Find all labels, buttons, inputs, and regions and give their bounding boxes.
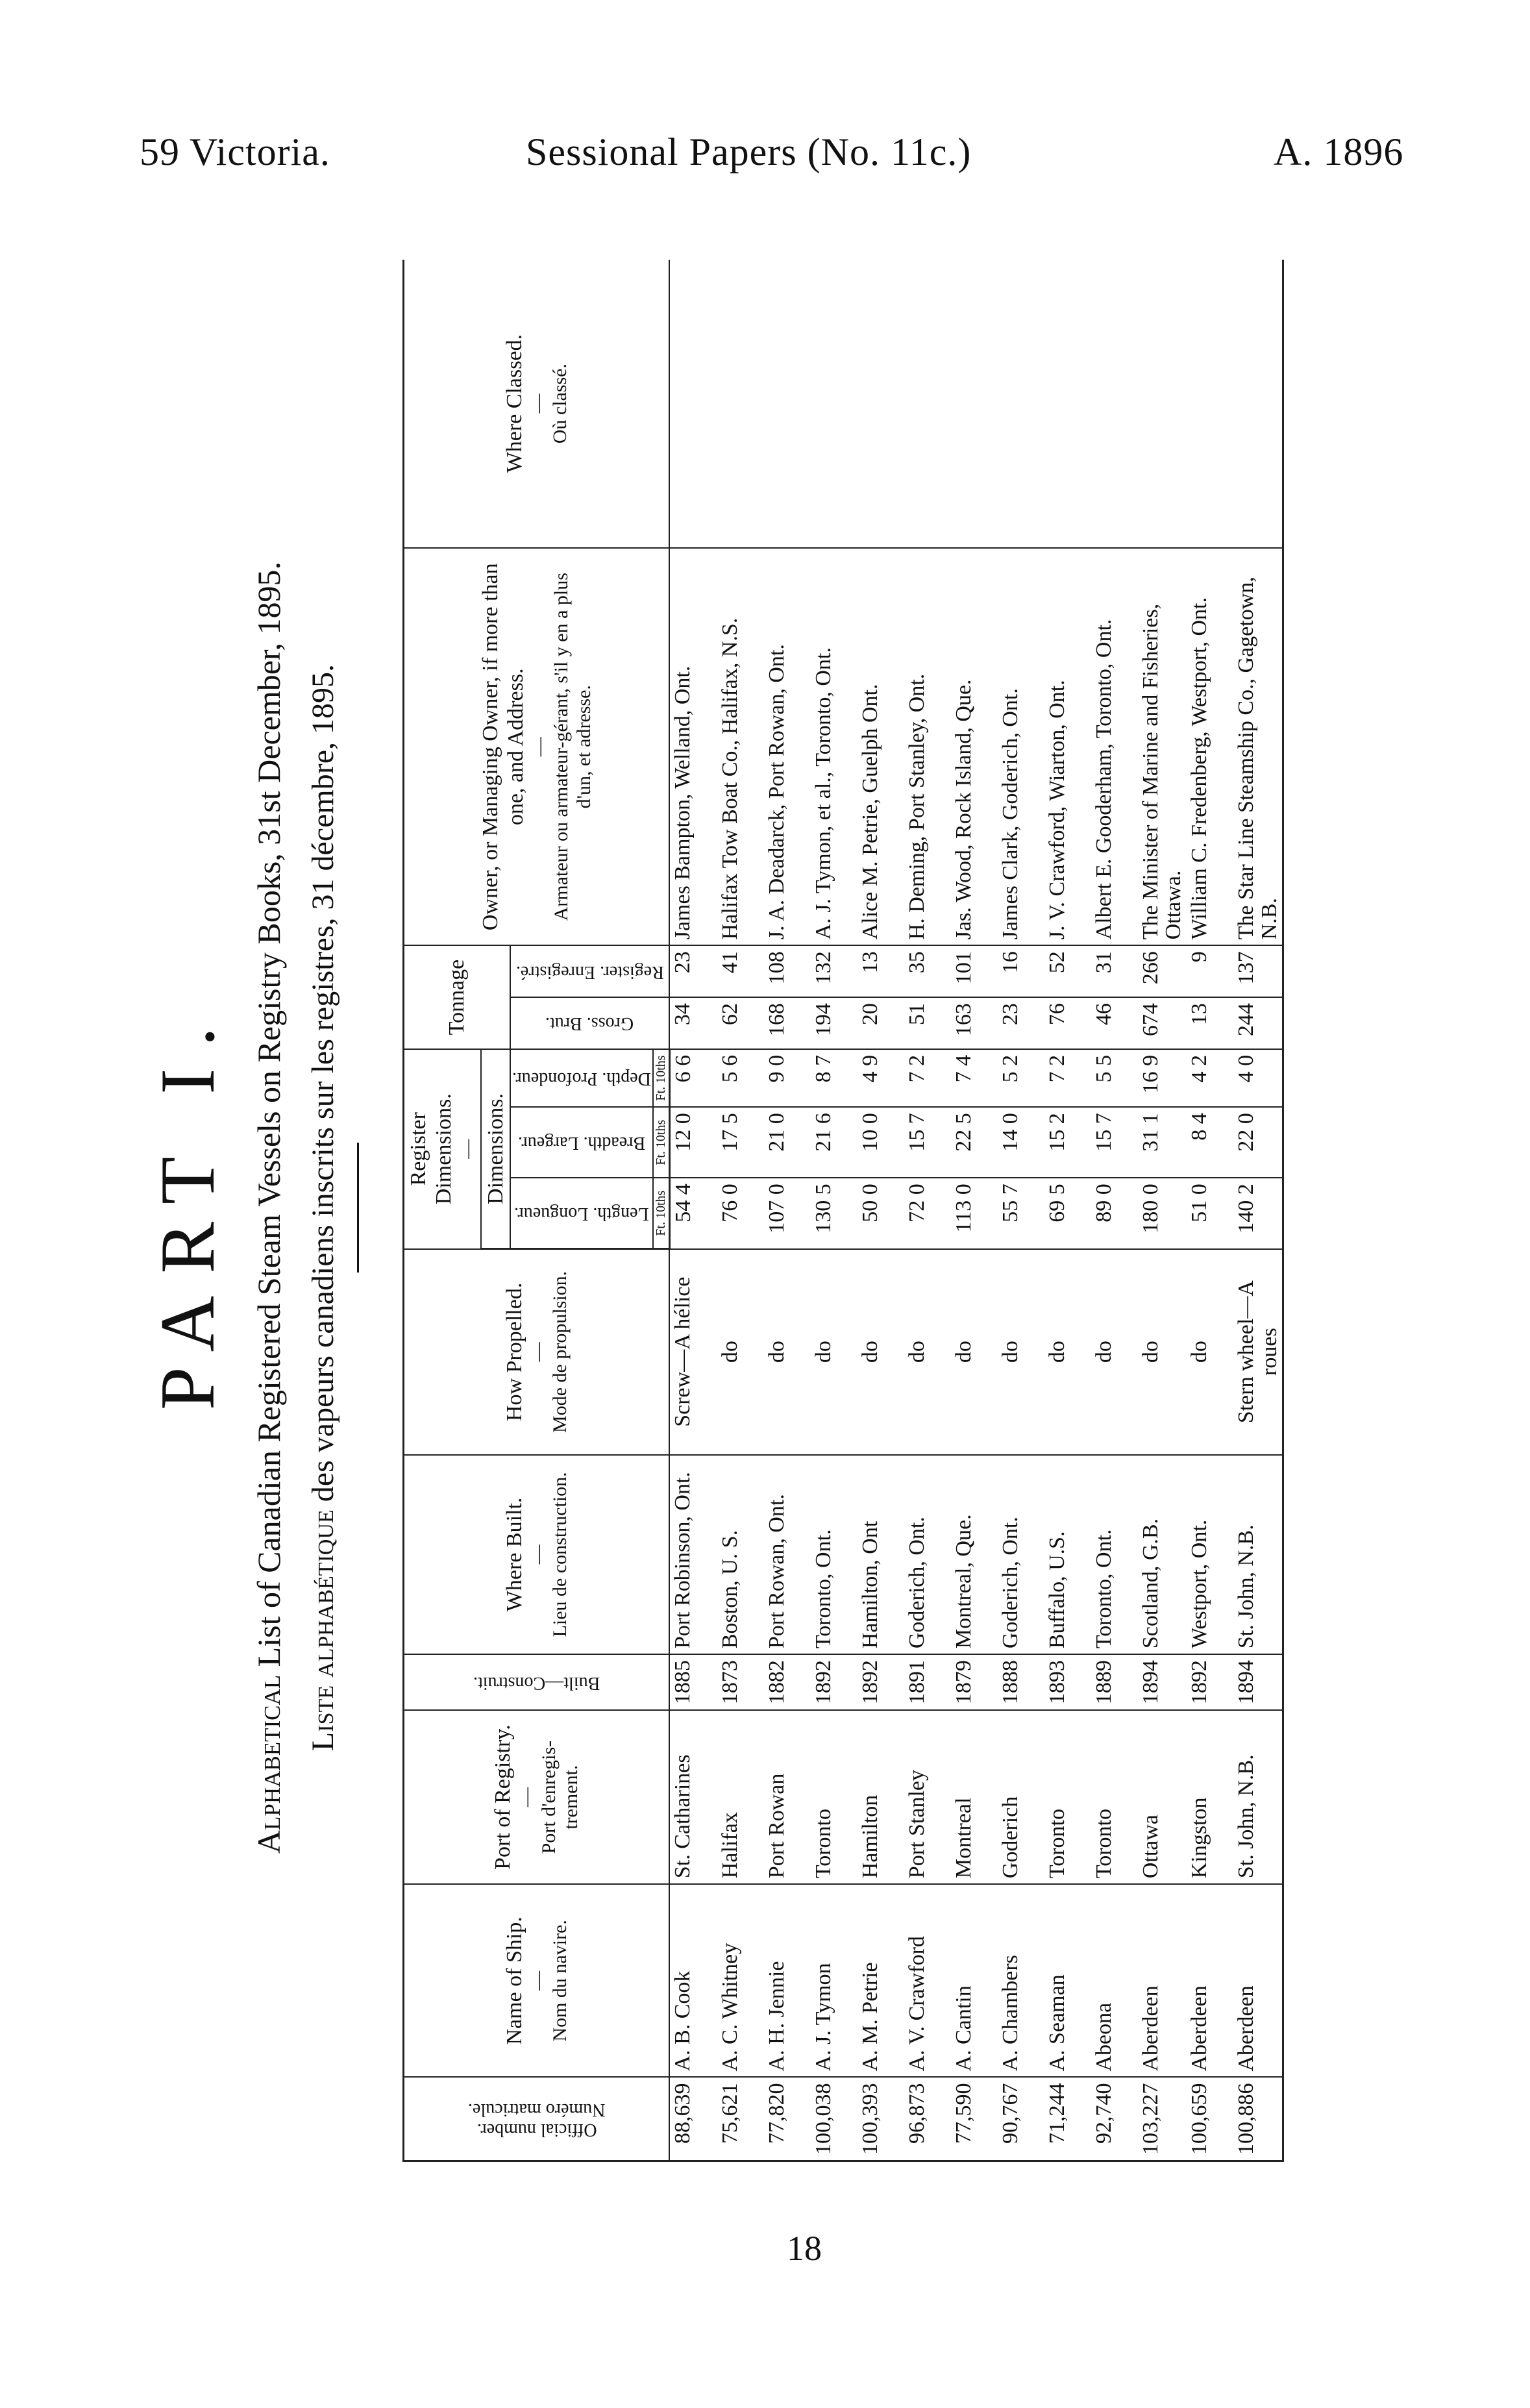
table-row	[717, 260, 764, 2161]
cell-propelled: do	[1187, 1249, 1233, 1455]
header-volume: 59 Victoria.	[140, 130, 330, 173]
cell-propelled: do	[904, 1249, 951, 1455]
cell-gross: 244	[1233, 997, 1283, 1049]
cell-propelled: do	[1138, 1249, 1187, 1455]
cell-where-classed	[998, 260, 1044, 548]
cell-name: Aberdeen	[1187, 1884, 1233, 2077]
cell-breadth: 15 7	[904, 1107, 951, 1178]
cell-port: Toronto	[1091, 1710, 1138, 1884]
cell-length: 72 0	[904, 1178, 951, 1248]
cell-official-number: 77,590	[951, 2078, 998, 2161]
col-depth: Depth. Profondeur.	[510, 1049, 653, 1107]
cell-name: A. Chambers	[998, 1884, 1044, 2077]
cell-port: Halifax	[717, 1710, 764, 1884]
cell-name: Abeona	[1091, 1884, 1138, 2077]
cell-gross: 168	[764, 997, 811, 1049]
cell-owner: J. V. Crawford, Wiarton, Ont.	[1044, 548, 1091, 945]
page-number: 18	[787, 2229, 822, 2268]
cell-port: Toronto	[1044, 1710, 1091, 1884]
cell-length: 51 0	[1187, 1178, 1233, 1248]
cell-official-number: 77,820	[764, 2078, 811, 2161]
cell-where-built: Scotland, G.B.	[1138, 1455, 1187, 1655]
cell-length: 107 0	[764, 1178, 811, 1248]
caption-french	[305, 234, 341, 2181]
cell-breadth: 31 1	[1138, 1107, 1187, 1178]
table-row	[1138, 260, 1187, 2161]
cell-owner: James Clark, Goderich, Ont.	[998, 548, 1044, 945]
col-dimensions: Register Dimensions. —	[404, 1049, 481, 1249]
cell-gross: 76	[1044, 997, 1091, 1049]
cell-depth: 4 0	[1233, 1049, 1283, 1107]
cell-where-built: Westport, Ont.	[1187, 1455, 1233, 1655]
cell-name: A. Cantin	[951, 1884, 998, 2077]
cell-depth: 4 2	[1187, 1049, 1233, 1107]
cell-gross: 23	[998, 997, 1044, 1049]
cell-length: 140 2	[1233, 1178, 1283, 1248]
caption-french-lead: Liste alphabétique	[306, 1509, 340, 1752]
table-row	[858, 260, 904, 2161]
col-official-number: Official number. Numéro matricule.	[404, 2078, 670, 2161]
cell-propelled: do	[998, 1249, 1044, 1455]
cell-length: 69 5	[1044, 1178, 1091, 1248]
col-name: Name of Ship. — Nom du navire.	[404, 1884, 670, 2077]
cell-gross: 62	[717, 997, 764, 1049]
cell-owner: The Star Line Steamship Co., Gagetown, N.B.	[1233, 548, 1283, 945]
col-dimensions-fr: Dimensions.	[481, 1049, 510, 1249]
cell-built: 1879	[951, 1654, 998, 1710]
cell-where-built: Montreal, Que.	[951, 1455, 998, 1655]
cell-depth: 7 2	[904, 1049, 951, 1107]
cell-length: 55 7	[998, 1178, 1044, 1248]
cell-official-number: 100,038	[811, 2078, 858, 2161]
table-row	[669, 260, 717, 2161]
cell-owner: Halifax Tow Boat Co., Halifax, N.S.	[717, 548, 764, 945]
col-register: Register. Enregistré.	[510, 945, 669, 997]
caption-rule	[357, 1143, 359, 1272]
cell-name: A. B. Cook	[669, 1884, 717, 2077]
cell-where-classed	[669, 260, 717, 548]
cell-register: 41	[717, 945, 764, 997]
rotated-page-content	[117, 234, 1415, 2181]
cell-owner: Albert E. Gooderham, Toronto, Ont.	[1091, 548, 1138, 945]
cell-propelled: Stern wheel—A roues	[1233, 1249, 1283, 1455]
cell-depth: 5 5	[1091, 1049, 1138, 1107]
cell-where-classed	[858, 260, 904, 548]
cell-depth: 4 9	[858, 1049, 904, 1107]
cell-propelled: do	[1044, 1249, 1091, 1455]
caption-english-lead: Alphabetical	[251, 1674, 287, 1854]
cell-port: Port Rowan	[764, 1710, 811, 1884]
cell-where-built: Goderich, Ont.	[998, 1455, 1044, 1655]
cell-register: 132	[811, 945, 858, 997]
cell-depth: 8 7	[811, 1049, 858, 1107]
cell-where-built: Goderich, Ont.	[904, 1455, 951, 1655]
cell-register: 101	[951, 945, 998, 997]
table-row	[811, 260, 858, 2161]
cell-built: 1882	[764, 1654, 811, 1710]
cell-register: 13	[858, 945, 904, 997]
cell-length: 50 0	[858, 1178, 904, 1248]
cell-breadth: 21 6	[811, 1107, 858, 1178]
cell-port: Montreal	[951, 1710, 998, 1884]
cell-where-built: Port Robinson, Ont.	[669, 1455, 717, 1655]
cell-port: Ottawa	[1138, 1710, 1187, 1884]
cell-official-number: 96,873	[904, 2078, 951, 2161]
cell-depth: 9 0	[764, 1049, 811, 1107]
cell-name: A. V. Crawford	[904, 1884, 951, 2077]
cell-port: Goderich	[998, 1710, 1044, 1884]
cell-built: 1891	[904, 1654, 951, 1710]
cell-where-built: Hamilton, Ont	[858, 1455, 904, 1655]
part-title: PART I.	[144, 1004, 230, 1411]
cell-breadth: 22 5	[951, 1107, 998, 1178]
col-propelled: How Propelled. — Mode de propulsion.	[404, 1249, 670, 1455]
header-series: Sessional Papers (No. 11c.)	[526, 130, 972, 173]
cell-where-built: Toronto, Ont.	[811, 1455, 858, 1655]
cell-owner: A. J. Tymon, et al., Toronto, Ont.	[811, 548, 858, 945]
cell-name: Aberdeen	[1138, 1884, 1187, 2077]
cell-length: 113 0	[951, 1178, 998, 1248]
caption-english-rest: List of Canadian Registered Steam Vessels on Registry Books, 31st December, 1895.	[251, 561, 287, 1675]
cell-propelled: Screw—A hélice	[669, 1249, 717, 1455]
cell-gross: 51	[904, 997, 951, 1049]
cell-depth: 5 2	[998, 1049, 1044, 1107]
cell-port: Port Stanley	[904, 1710, 951, 1884]
cell-where-built: Toronto, Ont.	[1091, 1455, 1138, 1655]
cell-depth: 7 2	[1044, 1049, 1091, 1107]
cell-where-classed	[1187, 260, 1233, 548]
cell-port: Hamilton	[858, 1710, 904, 1884]
unit-length: Ft. 10ths	[653, 1178, 670, 1248]
cell-built: 1893	[1044, 1654, 1091, 1710]
table-body	[669, 260, 1283, 2161]
cell-name: Aberdeen	[1233, 1884, 1283, 2077]
cell-built: 1888	[998, 1654, 1044, 1710]
col-owner: Owner, or Managing Owner, if more than one, and Address. — Armateur ou armateur-gérant, s'il y en a plus d'un, et adresse.	[404, 548, 670, 945]
table-row	[764, 260, 811, 2161]
cell-owner: The Minister of Marine and Fisheries, Ottawa.	[1138, 548, 1187, 945]
cell-built: 1894	[1233, 1654, 1283, 1710]
cell-register: 9	[1187, 945, 1233, 997]
cell-where-built: Buffalo, U.S.	[1044, 1455, 1091, 1655]
cell-register: 137	[1233, 945, 1283, 997]
cell-owner: Alice M. Petrie, Guelph Ont.	[858, 548, 904, 945]
cell-name: A. J. Tymon	[811, 1884, 858, 2077]
cell-register: 35	[904, 945, 951, 997]
cell-built: 1873	[717, 1654, 764, 1710]
cell-propelled: do	[811, 1249, 858, 1455]
cell-official-number: 75,621	[717, 2078, 764, 2161]
cell-length: 54 4	[669, 1178, 717, 1248]
cell-built: 1892	[811, 1654, 858, 1710]
cell-breadth: 17 5	[717, 1107, 764, 1178]
cell-depth: 6 6	[669, 1049, 717, 1107]
table-row	[1091, 260, 1138, 2161]
cell-gross: 674	[1138, 997, 1187, 1049]
cell-propelled: do	[1091, 1249, 1138, 1455]
cell-breadth: 12 0	[669, 1107, 717, 1178]
table-row	[998, 260, 1044, 2161]
cell-official-number: 100,659	[1187, 2078, 1233, 2161]
cell-official-number: 100,393	[858, 2078, 904, 2161]
cell-official-number: 92,740	[1091, 2078, 1138, 2161]
cell-register: 31	[1091, 945, 1138, 997]
cell-built: 1889	[1091, 1654, 1138, 1710]
cell-register: 266	[1138, 945, 1187, 997]
cell-propelled: do	[951, 1249, 998, 1455]
cell-name: A. C. Whitney	[717, 1884, 764, 2077]
cell-where-classed	[1233, 260, 1283, 548]
table-row	[1233, 260, 1283, 2161]
caption-french-rest: des vapeurs canadiens inscrits sur les registres, 31 décembre, 1895.	[306, 664, 340, 1510]
cell-where-classed	[951, 260, 998, 548]
table-row	[951, 260, 998, 2161]
cell-gross: 194	[811, 997, 858, 1049]
table-row	[1044, 260, 1091, 2161]
cell-built: 1892	[1187, 1654, 1233, 1710]
cell-where-classed	[1138, 260, 1187, 548]
cell-propelled: do	[717, 1249, 764, 1455]
cell-gross: 34	[669, 997, 717, 1049]
col-port: Port of Registry. — Port d'enregis-trement.	[404, 1710, 670, 1884]
cell-gross: 163	[951, 997, 998, 1049]
cell-length: 89 0	[1091, 1178, 1138, 1248]
cell-where-built: St. John, N.B.	[1233, 1455, 1283, 1655]
cell-official-number: 100,886	[1233, 2078, 1283, 2161]
cell-where-classed	[764, 260, 811, 548]
cell-breadth: 15 7	[1091, 1107, 1138, 1178]
cell-built: 1894	[1138, 1654, 1187, 1710]
cell-port: St. John, N.B.	[1233, 1710, 1283, 1884]
cell-where-built: Boston, U. S.	[717, 1455, 764, 1655]
cell-depth: 5 6	[717, 1049, 764, 1107]
unit-breadth: Ft. 10ths	[653, 1107, 670, 1178]
cell-breadth: 15 2	[1044, 1107, 1091, 1178]
cell-owner: James Bampton, Welland, Ont.	[669, 548, 717, 945]
unit-depth: Ft. 10ths	[653, 1049, 670, 1107]
cell-official-number: 88,639	[669, 2078, 717, 2161]
cell-name: A. Seaman	[1044, 1884, 1091, 2077]
cell-gross: 20	[858, 997, 904, 1049]
cell-breadth: 10 0	[858, 1107, 904, 1178]
col-where-classed: Where Classed. — Où classé.	[404, 260, 670, 548]
cell-where-classed	[1044, 260, 1091, 548]
caption-english	[250, 234, 288, 2181]
cell-name: A. M. Petrie	[858, 1884, 904, 2077]
cell-name: A. H. Jennie	[764, 1884, 811, 2077]
col-gross: Gross. Brut.	[510, 997, 669, 1049]
cell-length: 76 0	[717, 1178, 764, 1248]
cell-official-number: 103,227	[1138, 2078, 1187, 2161]
cell-where-classed	[904, 260, 951, 548]
cell-gross: 46	[1091, 997, 1138, 1049]
cell-breadth: 14 0	[998, 1107, 1044, 1178]
cell-breadth: 22 0	[1233, 1107, 1283, 1178]
cell-depth: 7 4	[951, 1049, 998, 1107]
table-header	[404, 260, 670, 2161]
col-tonnage: Tonnage	[404, 945, 510, 1049]
cell-register: 16	[998, 945, 1044, 997]
col-breadth: Breadth. Largeur.	[510, 1107, 653, 1178]
cell-depth: 16 9	[1138, 1049, 1187, 1107]
col-built: Built—Construit.	[404, 1654, 670, 1710]
header-year: A. 1896	[1274, 130, 1404, 173]
vessel-register-table	[402, 260, 1284, 2162]
table-row	[904, 260, 951, 2161]
cell-gross: 13	[1187, 997, 1233, 1049]
cell-register: 23	[669, 945, 717, 997]
cell-owner: Jas. Wood, Rock Island, Que.	[951, 548, 998, 945]
cell-official-number: 71,244	[1044, 2078, 1091, 2161]
cell-propelled: do	[764, 1249, 811, 1455]
cell-where-built: Port Rowan, Ont.	[764, 1455, 811, 1655]
cell-register: 52	[1044, 945, 1091, 997]
cell-length: 180 0	[1138, 1178, 1187, 1248]
col-length: Length. Longueur.	[510, 1178, 653, 1248]
cell-where-classed	[717, 260, 764, 548]
cell-register: 108	[764, 945, 811, 997]
cell-where-classed	[1091, 260, 1138, 548]
cell-port: Toronto	[811, 1710, 858, 1884]
cell-built: 1892	[858, 1654, 904, 1710]
cell-built: 1885	[669, 1654, 717, 1710]
cell-port: Kingston	[1187, 1710, 1233, 1884]
cell-breadth: 21 0	[764, 1107, 811, 1178]
cell-breadth: 8 4	[1187, 1107, 1233, 1178]
cell-official-number: 90,767	[998, 2078, 1044, 2161]
cell-length: 130 5	[811, 1178, 858, 1248]
cell-propelled: do	[858, 1249, 904, 1455]
cell-owner: J. A. Deadarck, Port Rowan, Ont.	[764, 548, 811, 945]
cell-owner: H. Deming, Port Stanley, Ont.	[904, 548, 951, 945]
cell-where-classed	[811, 260, 858, 548]
table-row	[1187, 260, 1233, 2161]
col-where-built: Where Built. — Lieu de construction.	[404, 1455, 670, 1655]
cell-port: St. Catharines	[669, 1710, 717, 1884]
cell-owner: William C. Fredenberg, Westport, Ont.	[1187, 548, 1233, 945]
